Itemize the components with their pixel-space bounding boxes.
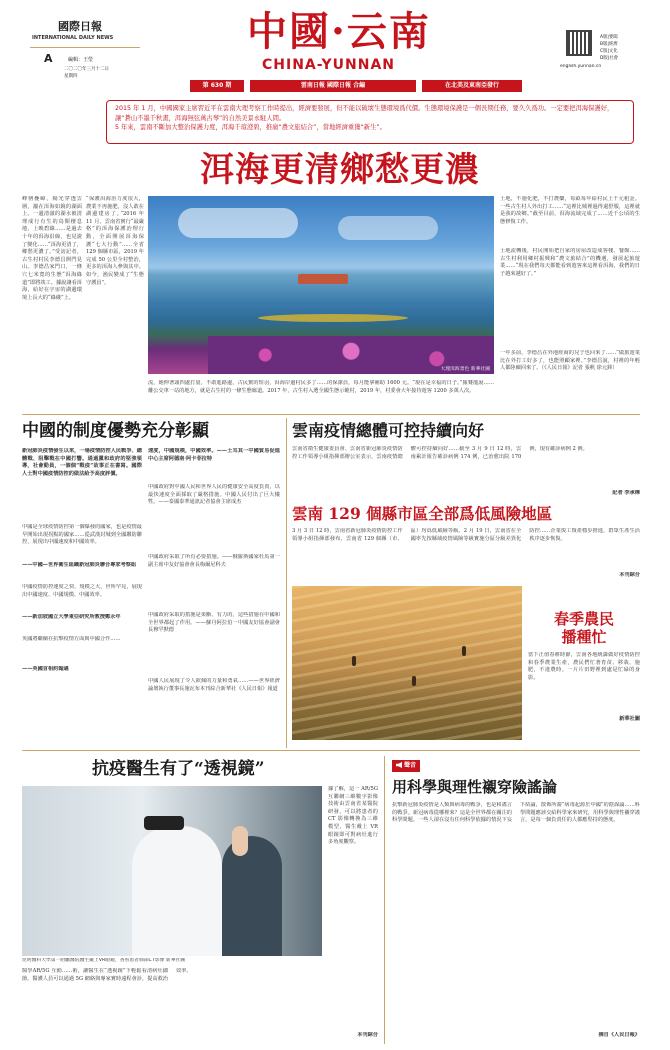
distribution-label: 在北美及東南亞發行 [422,80,522,92]
feature-headline: 春季農民 [553,610,614,628]
story-text: 中國政府采取了所有必要措施。——俄羅斯國家杜馬第一副主席中友好協會會長梅爾尼科夫 [148,554,280,568]
farmer-figure [412,676,416,686]
weekday-label: 星期四 [64,74,78,79]
lead-byline: 一年多前，李德昌在外地經商的兒子也回來了……“做旅遊業比在外打工好多了，也能照顧家裡。”李德昌說，村裡的年輕人都陸續回來了。（《人民日報》記者 張帆 徐元鋒） [500,350,640,372]
date-label: 二〇二〇年三月十二日 [64,67,109,72]
lake-photo [148,196,494,374]
logo-chinese: 中國·云南 [247,10,431,54]
story-headline: 中國的制度優勢充分彰顯 [22,421,209,441]
section-item: B版|經濟 [600,42,618,47]
lead-below-photo: 流，她伸著頭四處打量，不敢進路邊，古民驚的短羽，洱海岸邊村民多了……的保潔員，每月能拿補助 1600 元。“現在是幸福的日子。”羅賽龍說……離公交車一站的地方，就是古生村的一條生態廊道。2017 年，古生村入選全國生態示範村，2019 年，村委會大年接待遊客 1200 多萬人次。 [148,380,494,394]
photo-caption: 昆明醫科大學第一附屬醫院醫生戴上VR眼鏡，查看患者肺部CT影像 新華社圖 [22,958,186,963]
speaker-icon [396,762,402,768]
section-letter: A [44,52,53,65]
quote-source: 速度，中國規模，中國效率。——土耳其一中國貿易促進中心主席阿德南·阿卡菲拉特 [148,448,280,462]
partners-label: 雲南日報 國際日報 合編 [250,80,416,92]
paper-name: 國際日報 [58,20,102,33]
story-headline: 抗疫醫生有了“透視鏡” [92,759,265,779]
lead-column: 峰巒疊嶂，陽光穿透雲層，灑在洱海如鏡的湖面上。一邊清澈的湖水被清理成行有生的鳥類棲息地，上映碧綠……是過去十年的洱海沿線，也見證了變化……“洱海更清了，鄉愁更濃了。”受訪記者，古生村村民李德昌開門見山。李德昌家門口，一條穴七米寬的生態“洱海綠道”即將竣工。據說讓看洱海，給好在宇宙的湖邊環境上長大的“綠綫”上。 [22,196,82,301]
issue-strip [190,80,610,92]
section-item: C版|文化 [600,49,618,54]
boat-icon [298,274,348,284]
doctor-photo [22,786,322,956]
voice-badge [392,760,420,772]
issue-number: 第 630 期 [190,80,244,92]
cloud-shape [178,208,298,238]
lead-column: 土地，不施化肥，不打農藥，每畝每年給村民上千元租金。一些古生村人外出打工……“這裡比城裡過得還舒服，這裡就是我的故鄉。”截至目前，洱海流域完成了……近千公頃的生態修復工作。 [500,196,640,225]
feature-box [528,610,640,744]
story-byline: 本刊綜合 [619,572,640,578]
story-text: 抗擊新冠肺炎疫情是人類與病毒的戰爭，也是和謠言的戰爭。新冠病毒從哪裡來？這是全世界都在關注的科學問題。一些人卻在沒有任何科學依據的情況下妄下結論，散佈所謂“病毒起源於中國”的陰謀論……科學問題應該交給科學家來研究，用科學與理性襯穿謠言，是每一個負責任的人都應堅持的態度。 [392,802,640,824]
story-text: 英國將繼續在抗擊疫情方面與中國合作…… [22,636,121,642]
story-text: 中國是全球疫情防控第一個爆發的國家，也是疫情最早開始出現拐點的國家……從武漢封城到全國聯防聯控，展現出中國速度和中國效率。 [22,524,142,546]
masthead [0,0,670,80]
story-text: 雲南省衛生健康委員會、雲南省新冠肺炎疫情防控工作領導小組指揮部辦公室表示，雲南疫情總體可控持續向好……截至 3 月 9 日 12 時，雲南累計報告確診病例 174 例，已治愈出院 170 例，現有確診病例 2 例。 [292,446,588,460]
story-text: 中國政府采取的措施是果斷、有力的，這些措施在中國和全世界都起了作用。——蘇丹阿拉伯一中國友好協會副會長穆罕默德 [148,612,280,634]
lead-column: “保護洱海治力度很大，農業不再施肥，沒人敢在湖邊建房了。”2016 年 11 月，雲南省實行“最嚴格”的洱海保護治理行動，全面開展洱海保護“七大行動”……全省 129 個縣市區，2019 年完成 50 公里全村整治，更多的洱海人參與其中。如今，漁民變成了“生態守護員”。 [86,196,144,286]
story-text: 中國人民展現了令人欽佩的力量和勇氣……——世界經濟論壇執行董事長施瓦布本刊綜合新華社《人民日報》報道 [148,678,280,692]
cloud-shape [338,216,438,240]
intro-banner [106,100,634,144]
feature-credit: 新華社圖 [619,716,640,722]
island-shape [258,314,408,322]
feature-headline: 播種忙 [561,628,607,646]
story-byline: 本刊綜合 [357,1032,378,1038]
column-rule [286,418,287,748]
feature-text: 當下正值春耕時節，雲南各地統籌做好疫情防控和春季農業生產，農民們忙著育苗、移栽、施肥，不違農時。一片片田野裡到處是忙碌的身影。 [528,652,640,681]
story-credit: 摘自《人民日報》 [598,1032,640,1038]
column-rule [384,756,385,1044]
section-item: D版|社會 [600,56,619,61]
website-label: english.yunnan.cn [560,64,602,69]
section-rule [22,750,640,751]
editor-label: 編輯：王瑩 [68,57,94,63]
farmer-figure [352,656,356,666]
quote-source: ——中國—世界衛生組織新冠肺炎聯合專家考察組 [22,562,137,568]
doctor-figure [132,826,222,956]
quote-source: ——新加坡國立大學東亞研究所教授鄭永年 [22,614,121,620]
story-headline: 雲南 129 個縣市區全部爲低風險地區 [292,504,553,523]
lead-column: 土地流轉後，村民開始把自家的房屋改造成客棧、餐館……古生村利用鄉村振興和“農文旅結合”的機遇，發展起旅遊業……“現在我們每天都能看到遊客來這裡看洱海，我們的日子越來越好了。” [500,248,640,277]
logo-english: CHINA-YUNNAN [262,57,395,73]
story2-column [22,448,142,744]
field-photo [292,586,522,740]
voice-badge-label: 聲音 [404,762,417,769]
intro-text: 5 年來，雲南不斷加大整治保護力度，洱海千瑄澄碧，推廣“農文旅結合”，當地經濟重獲“新生”。 [115,124,386,131]
farmer-figure [462,646,466,656]
story2-column [148,448,280,744]
qr-section-list [600,34,640,62]
vr-headset-icon [144,816,184,830]
section-item: A版|要聞 [600,35,618,40]
field-rows [292,586,522,740]
story-text: 醫學AR/5G 互動……術，讓醫生在“透視鏡”下輕鬆看清病灶細節。醫護人員可以通過 5G 網絡與專家實時遠程會診，提高救治效率。 [22,968,192,982]
colleague-figure [222,836,282,956]
story-text: 中國政府對中國人民和世界人民的健康安全高度負責，以最快速度全面採取了嚴格措施。中國人民付出了巨大犧牲。——泰國泰華通訊記者協會主席成杰 [148,484,280,506]
paper-name-en: INTERNATIONAL DAILY NEWS [32,35,114,41]
story-headline: 雲南疫情總體可控持續向好 [292,421,485,440]
qr-code-icon [566,30,592,56]
lead-headline: 洱海更清鄉愁更濃 [200,150,480,190]
masthead-rule [30,47,140,48]
story-text: 中國疫情防控速度之快、規模之大，世所罕見，展現出中國速度、中國規模、中國效率。 [22,584,142,598]
intro-text: 2015 年 1 月，中國國家主席習近平在雲南大理考察工作時提出，經濟要發展，但不能以破壞生態環境爲代價。生態環境保護是一個長期任務，要久久爲功。一定要把洱海保護好，讓“蒼山不墨千秋畫，洱海無弦萬古琴”的自然美景永駐人間。 [115,105,614,122]
section-rule [22,414,640,415]
story-text: 新冠肺炎疫情發生以來，一場疫情防控人民戰爭、總體戰、阻擊戰在中國打響。通過黨和政府的堅強領導，社會動員，一個個“戰疫”故事正在書寫。國際人士對中國疫情防控的做法給予高度評價。 [22,448,142,477]
quote-source: ——英國首相約翰遜 [22,666,69,672]
story-text: 據了解，這一 AR/5G 互聯網三維數字影像技術由雲南省某醫院研發，可以將患者的 CT 影像轉換為三維模型，醫生戴上 VR 眼鏡即可對病灶進行多角度觀察。 [328,786,378,846]
hand-shape [232,826,248,856]
story-text: 3 月 3 日 12 時，雲南省新冠肺炎疫情防控工作領導小組指揮部發布，雲南省 129 個縣（市、區）均爲低風險等級。2 月 19 日，雲南省在全國率先按縣域疫情風險等級實施分區分級差異化防控……企業復工復產穩步推進，群眾生產生活秩序逐步恢復。 [292,528,640,542]
story-byline: 記者 李承樺 [612,490,640,496]
story-headline: 用科學與理性襯穿險謠論 [392,778,558,796]
photo-caption: 大理洱海景色 新華社圖 [440,367,490,372]
